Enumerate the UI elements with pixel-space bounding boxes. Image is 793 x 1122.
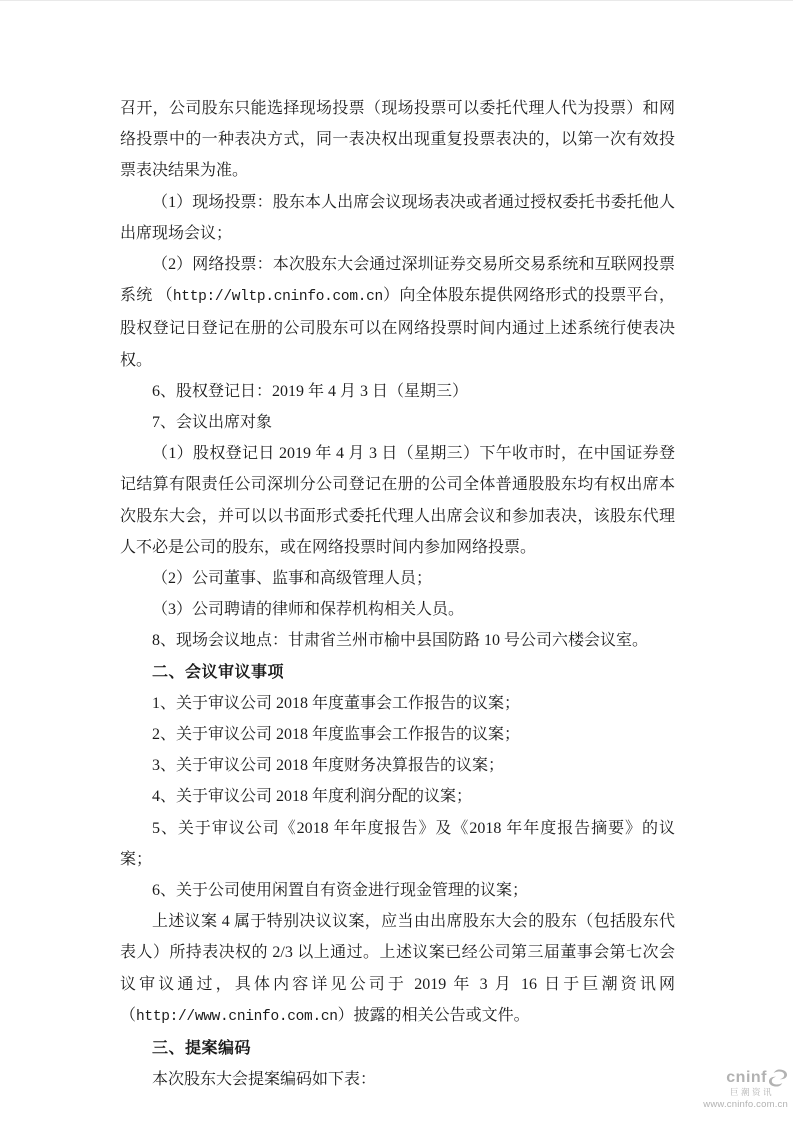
paragraph-attendees-shareholders: （1）股权登记日 2019 年 4 月 3 日（星期三）下午收市时，在中国证券登记结算有限责任公司深圳分公司登记在册的公司全体普通股股东均有权出席本次股东大会，并可以以书面形式委托代理人出席会议和参加表决，该股东代理人不必是公司的股东，或在网络投票时间内参加网络投票。 — [120, 445, 675, 556]
logo-wordmark-row — [702, 1069, 788, 1087]
proposal-item-3: 3、关于审议公司 2018 年度财务决算报告的议案； — [152, 757, 505, 775]
paragraph-attendees-lawyers: （3）公司聘请的律师和保荐机构相关人员。 — [152, 601, 465, 619]
logo-chinese-name: 巨潮资讯 — [729, 1087, 774, 1098]
online-voting-url: http://wltp.cninfo.com.cn — [172, 289, 383, 306]
proposal-item-6: 6、关于公司使用闲置自有资金进行现金管理的议案； — [152, 882, 529, 900]
proposal-item-4: 4、关于审议公司 2018 年度利润分配的议案； — [152, 788, 473, 806]
online-voting-text-before: （2）网络投票：本次股东大会通过深圳证券交易所交易系统和互联网投票系统 （ — [120, 256, 675, 305]
online-voting-text-after: ）向全体股东提供网络形式的投票平台，股权登记日登记在册的公司股东可以在网络投票时间内通过上述系统行使表决权。 — [120, 287, 675, 369]
paragraph-record-date: 6、股权登记日：2019 年 4 月 3 日（星期三） — [152, 382, 469, 400]
paragraph-proposal-code-intro: 本次股东大会提案编码如下表： — [152, 1071, 377, 1089]
proposal-item-2: 2、关于审议公司 2018 年度监事会工作报告的议案； — [152, 726, 521, 744]
proposal-item-1: 1、关于审议公司 2018 年度董事会工作报告的议案； — [152, 694, 521, 712]
paragraph-voting-method-continuation: 召开，公司股东只能选择现场投票（现场投票可以委托代理人代为投票）和网络投票中的一种表决方式，同一表决权出现重复投票表决的，以第一次有效投票表决结果为准。 — [120, 100, 675, 180]
paragraph-meeting-venue: 8、现场会议地点：甘肃省兰州市榆中县国防路 10 号公司六楼会议室。 — [152, 632, 649, 650]
cninfo-swirl-icon — [768, 1069, 788, 1087]
logo-brand-text: cninf — [726, 1069, 767, 1087]
special-resolution-text-after: ）披露的相关公告或文件。 — [337, 1006, 530, 1024]
paragraph-onsite-voting: （1）现场投票：股东本人出席会议现场表决或者通过授权委托书委托他人出席现场会议； — [120, 193, 675, 242]
document-body — [120, 93, 675, 1096]
paragraph-attendees-heading: 7、会议出席对象 — [152, 414, 273, 432]
paragraph-online-voting — [120, 249, 675, 376]
paragraph-special-resolution-note — [120, 906, 675, 1033]
cninfo-logo — [702, 1069, 788, 1110]
proposal-item-5: 5、关于审议公司《2018 年年度报告》及《2018 年年度报告摘要》的议案； — [120, 819, 675, 868]
paragraph-attendees-directors: （2）公司董事、监事和高级管理人员； — [152, 570, 433, 588]
section-heading-review-matters: 二、会议审议事项 — [152, 663, 285, 681]
logo-website: www.cninfo.com.cn — [703, 1098, 788, 1110]
special-resolution-text-before: 上述议案 4 属于特别决议议案，应当由出席股东大会的股东（包括股东代表人）所持表决权的 2/3 以上通过。上述议案已经公司第三届董事会第七次会议审议通过，具体内容详见公司于 2019 年 3 月 16 日于巨潮资讯网（ — [120, 913, 675, 1024]
special-resolution-url: http://www.cninfo.com.cn — [136, 1008, 338, 1025]
section-heading-proposal-codes: 三、提案编码 — [152, 1040, 252, 1058]
